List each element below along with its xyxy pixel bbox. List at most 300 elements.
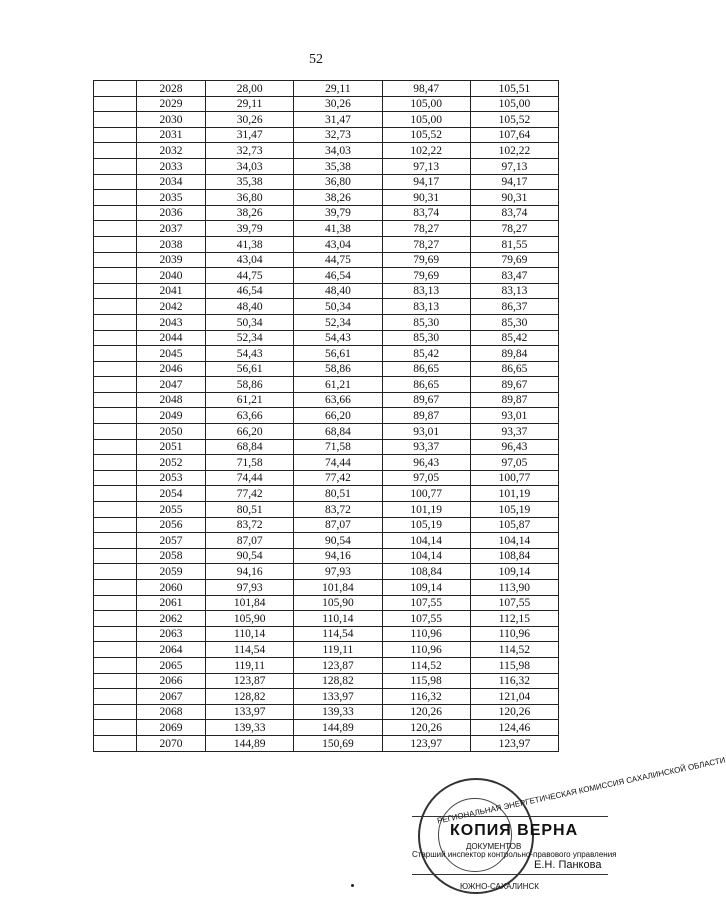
value-cell: 68,84 xyxy=(294,424,382,440)
value-cell xyxy=(94,143,137,159)
value-cell: 114,54 xyxy=(294,626,382,642)
value-cell: 87,07 xyxy=(206,533,294,549)
stamp-position-text: Старший инспектор контрольно-правового управления xyxy=(412,850,617,859)
table-row xyxy=(94,158,559,174)
signer-name: Е.Н. Панкова xyxy=(534,859,602,871)
value-cell: 36,80 xyxy=(294,174,382,190)
value-cell: 41,38 xyxy=(206,236,294,252)
value-cell xyxy=(94,221,137,237)
value-cell xyxy=(94,283,137,299)
table-row xyxy=(94,127,559,143)
table-row xyxy=(94,580,559,596)
value-cell: 80,51 xyxy=(294,486,382,502)
value-cell: 83,72 xyxy=(206,517,294,533)
year-cell: 2066 xyxy=(137,673,206,689)
value-cell xyxy=(94,377,137,393)
value-cell xyxy=(94,704,137,720)
value-cell: 90,54 xyxy=(294,533,382,549)
value-cell: 120,26 xyxy=(470,704,558,720)
year-cell: 2068 xyxy=(137,704,206,720)
table-row xyxy=(94,642,559,658)
year-cell: 2036 xyxy=(137,205,206,221)
value-cell: 30,26 xyxy=(294,96,382,112)
value-cell: 29,11 xyxy=(294,81,382,97)
value-cell: 39,79 xyxy=(206,221,294,237)
value-cell: 139,33 xyxy=(294,704,382,720)
value-cell: 101,84 xyxy=(206,595,294,611)
value-cell: 116,32 xyxy=(470,673,558,689)
value-cell: 128,82 xyxy=(294,673,382,689)
value-cell: 79,69 xyxy=(470,252,558,268)
year-cell: 2055 xyxy=(137,502,206,518)
value-cell xyxy=(94,158,137,174)
value-cell xyxy=(94,533,137,549)
table-row xyxy=(94,346,559,362)
value-cell: 96,43 xyxy=(470,439,558,455)
value-cell: 101,19 xyxy=(470,486,558,502)
year-cell: 2039 xyxy=(137,252,206,268)
value-cell: 93,01 xyxy=(470,408,558,424)
value-cell xyxy=(94,720,137,736)
stamp-bottom-rule xyxy=(412,874,608,875)
table-row xyxy=(94,143,559,159)
year-cell: 2064 xyxy=(137,642,206,658)
value-cell: 110,96 xyxy=(382,626,470,642)
year-cell: 2038 xyxy=(137,236,206,252)
value-cell: 101,19 xyxy=(382,502,470,518)
stamp-copy-text: КОПИЯ ВЕРНА xyxy=(450,822,579,839)
table-row xyxy=(94,299,559,315)
value-cell xyxy=(94,81,137,97)
value-cell: 54,43 xyxy=(206,346,294,362)
value-cell: 74,44 xyxy=(294,455,382,471)
value-cell: 85,30 xyxy=(382,330,470,346)
value-cell: 108,84 xyxy=(382,564,470,580)
value-cell: 86,65 xyxy=(470,361,558,377)
value-cell: 144,89 xyxy=(294,720,382,736)
value-cell: 61,21 xyxy=(294,377,382,393)
value-cell: 61,21 xyxy=(206,392,294,408)
value-cell: 108,84 xyxy=(470,548,558,564)
value-cell: 31,47 xyxy=(294,112,382,128)
table-row xyxy=(94,704,559,720)
year-cell: 2042 xyxy=(137,299,206,315)
value-cell: 105,90 xyxy=(206,611,294,627)
value-cell: 109,14 xyxy=(382,580,470,596)
year-cell: 2070 xyxy=(137,735,206,751)
table-row xyxy=(94,174,559,190)
value-cell: 105,00 xyxy=(382,112,470,128)
value-cell: 54,43 xyxy=(294,330,382,346)
value-cell: 87,07 xyxy=(294,517,382,533)
value-cell: 83,72 xyxy=(294,502,382,518)
value-cell: 28,00 xyxy=(206,81,294,97)
value-cell: 104,14 xyxy=(470,533,558,549)
value-cell: 133,97 xyxy=(206,704,294,720)
stamp-city-text: ЮЖНО-САХАЛИНСК xyxy=(460,882,539,891)
year-cell: 2051 xyxy=(137,439,206,455)
value-cell: 150,69 xyxy=(294,735,382,751)
value-cell: 110,96 xyxy=(470,626,558,642)
table-row xyxy=(94,517,559,533)
table-row xyxy=(94,595,559,611)
value-cell: 90,31 xyxy=(470,190,558,206)
table-row xyxy=(94,673,559,689)
value-cell: 48,40 xyxy=(206,299,294,315)
year-cell: 2034 xyxy=(137,174,206,190)
value-cell: 66,20 xyxy=(206,424,294,440)
value-cell: 44,75 xyxy=(294,252,382,268)
table-row xyxy=(94,283,559,299)
value-cell: 58,86 xyxy=(206,377,294,393)
year-cell: 2032 xyxy=(137,143,206,159)
value-cell: 105,19 xyxy=(470,502,558,518)
value-cell xyxy=(94,517,137,533)
table-row xyxy=(94,564,559,580)
value-cell: 86,65 xyxy=(382,361,470,377)
value-cell: 35,38 xyxy=(206,174,294,190)
tariff-table xyxy=(93,80,559,752)
value-cell xyxy=(94,502,137,518)
value-cell: 81,55 xyxy=(470,236,558,252)
value-cell xyxy=(94,408,137,424)
value-cell: 44,75 xyxy=(206,268,294,284)
table-row xyxy=(94,626,559,642)
value-cell: 68,84 xyxy=(206,439,294,455)
value-cell xyxy=(94,455,137,471)
page-number: 52 xyxy=(309,52,323,67)
value-cell: 83,13 xyxy=(470,283,558,299)
value-cell: 50,34 xyxy=(294,299,382,315)
year-cell: 2052 xyxy=(137,455,206,471)
value-cell: 105,19 xyxy=(382,517,470,533)
value-cell: 101,84 xyxy=(294,580,382,596)
value-cell: 90,54 xyxy=(206,548,294,564)
value-cell: 94,16 xyxy=(294,548,382,564)
value-cell xyxy=(94,626,137,642)
value-cell: 32,73 xyxy=(206,143,294,159)
value-cell: 89,87 xyxy=(470,392,558,408)
value-cell: 85,42 xyxy=(470,330,558,346)
value-cell: 114,52 xyxy=(470,642,558,658)
table-row xyxy=(94,689,559,705)
table-row xyxy=(94,455,559,471)
value-cell: 71,58 xyxy=(294,439,382,455)
value-cell: 89,84 xyxy=(470,346,558,362)
table-row xyxy=(94,408,559,424)
value-cell: 123,97 xyxy=(470,735,558,751)
value-cell: 97,05 xyxy=(382,470,470,486)
year-cell: 2045 xyxy=(137,346,206,362)
value-cell: 32,73 xyxy=(294,127,382,143)
year-cell: 2069 xyxy=(137,720,206,736)
value-cell: 43,04 xyxy=(294,236,382,252)
value-cell: 85,30 xyxy=(382,314,470,330)
year-cell: 2057 xyxy=(137,533,206,549)
value-cell: 115,98 xyxy=(470,657,558,673)
value-cell: 105,52 xyxy=(382,127,470,143)
table-row xyxy=(94,236,559,252)
value-cell: 105,51 xyxy=(470,81,558,97)
value-cell: 71,58 xyxy=(206,455,294,471)
year-cell: 2048 xyxy=(137,392,206,408)
year-cell: 2063 xyxy=(137,626,206,642)
value-cell xyxy=(94,548,137,564)
value-cell: 114,54 xyxy=(206,642,294,658)
table-row xyxy=(94,735,559,751)
value-cell: 102,22 xyxy=(470,143,558,159)
year-cell: 2031 xyxy=(137,127,206,143)
value-cell: 46,54 xyxy=(294,268,382,284)
value-cell: 85,42 xyxy=(382,346,470,362)
stamp-doc-text: ДОКУМЕНТОВ xyxy=(466,842,522,851)
year-cell: 2062 xyxy=(137,611,206,627)
value-cell: 104,14 xyxy=(382,533,470,549)
value-cell xyxy=(94,190,137,206)
value-cell: 102,22 xyxy=(382,143,470,159)
value-cell: 83,74 xyxy=(470,205,558,221)
value-cell: 128,82 xyxy=(206,689,294,705)
year-cell: 2035 xyxy=(137,190,206,206)
value-cell: 77,42 xyxy=(206,486,294,502)
value-cell: 139,33 xyxy=(206,720,294,736)
value-cell: 86,65 xyxy=(382,377,470,393)
value-cell: 104,14 xyxy=(382,548,470,564)
value-cell xyxy=(94,673,137,689)
value-cell: 120,26 xyxy=(382,720,470,736)
value-cell: 31,47 xyxy=(206,127,294,143)
value-cell: 58,86 xyxy=(294,361,382,377)
year-cell: 2053 xyxy=(137,470,206,486)
value-cell: 79,69 xyxy=(382,268,470,284)
year-cell: 2043 xyxy=(137,314,206,330)
year-cell: 2046 xyxy=(137,361,206,377)
value-cell: 56,61 xyxy=(206,361,294,377)
value-cell xyxy=(94,268,137,284)
value-cell: 74,44 xyxy=(206,470,294,486)
table-row xyxy=(94,268,559,284)
value-cell: 48,40 xyxy=(294,283,382,299)
value-cell xyxy=(94,689,137,705)
value-cell: 36,80 xyxy=(206,190,294,206)
value-cell: 38,26 xyxy=(206,205,294,221)
value-cell: 144,89 xyxy=(206,735,294,751)
value-cell: 110,14 xyxy=(206,626,294,642)
value-cell: 78,27 xyxy=(382,221,470,237)
value-cell: 93,37 xyxy=(382,439,470,455)
value-cell xyxy=(94,424,137,440)
value-cell: 97,13 xyxy=(382,158,470,174)
value-cell: 83,47 xyxy=(470,268,558,284)
value-cell xyxy=(94,252,137,268)
table-row xyxy=(94,548,559,564)
value-cell: 119,11 xyxy=(206,657,294,673)
value-cell: 78,27 xyxy=(470,221,558,237)
value-cell: 56,61 xyxy=(294,346,382,362)
value-cell: 79,69 xyxy=(382,252,470,268)
value-cell: 83,13 xyxy=(382,283,470,299)
stamp-ring-text: РЕГИОНАЛЬНАЯ ЭНЕРГЕТИЧЕСКАЯ КОМИССИЯ САХАЛИНСКОЙ ОБЛАСТИ xyxy=(436,755,726,826)
year-cell: 2059 xyxy=(137,564,206,580)
value-cell xyxy=(94,642,137,658)
table-row xyxy=(94,657,559,673)
table-row xyxy=(94,252,559,268)
year-cell: 2030 xyxy=(137,112,206,128)
table-row xyxy=(94,502,559,518)
year-cell: 2041 xyxy=(137,283,206,299)
year-cell: 2060 xyxy=(137,580,206,596)
value-cell: 46,54 xyxy=(206,283,294,299)
table-row xyxy=(94,720,559,736)
year-cell: 2050 xyxy=(137,424,206,440)
value-cell: 120,26 xyxy=(382,704,470,720)
value-cell: 123,97 xyxy=(382,735,470,751)
value-cell xyxy=(94,174,137,190)
value-cell xyxy=(94,127,137,143)
value-cell: 89,87 xyxy=(382,408,470,424)
table-row xyxy=(94,486,559,502)
year-cell: 2037 xyxy=(137,221,206,237)
value-cell: 80,51 xyxy=(206,502,294,518)
value-cell xyxy=(94,205,137,221)
table-row xyxy=(94,533,559,549)
value-cell: 107,55 xyxy=(470,595,558,611)
table-row xyxy=(94,112,559,128)
certification-stamp xyxy=(408,755,726,898)
value-cell xyxy=(94,112,137,128)
year-cell: 2040 xyxy=(137,268,206,284)
value-cell: 121,04 xyxy=(470,689,558,705)
table-row xyxy=(94,439,559,455)
value-cell: 83,13 xyxy=(382,299,470,315)
value-cell: 94,16 xyxy=(206,564,294,580)
value-cell: 105,52 xyxy=(470,112,558,128)
value-cell: 119,11 xyxy=(294,642,382,658)
value-cell: 85,30 xyxy=(470,314,558,330)
value-cell: 93,01 xyxy=(382,424,470,440)
table-row xyxy=(94,330,559,346)
value-cell: 38,26 xyxy=(294,190,382,206)
value-cell: 98,47 xyxy=(382,81,470,97)
value-cell: 43,04 xyxy=(206,252,294,268)
table-row xyxy=(94,81,559,97)
value-cell: 109,14 xyxy=(470,564,558,580)
value-cell xyxy=(94,595,137,611)
value-cell: 100,77 xyxy=(382,486,470,502)
value-cell: 97,05 xyxy=(470,455,558,471)
year-cell: 2058 xyxy=(137,548,206,564)
value-cell: 94,17 xyxy=(382,174,470,190)
value-cell: 34,03 xyxy=(294,143,382,159)
value-cell: 112,15 xyxy=(470,611,558,627)
value-cell xyxy=(94,314,137,330)
value-cell xyxy=(94,346,137,362)
value-cell: 123,87 xyxy=(294,657,382,673)
value-cell: 90,31 xyxy=(382,190,470,206)
year-cell: 2061 xyxy=(137,595,206,611)
value-cell: 110,14 xyxy=(294,611,382,627)
value-cell xyxy=(94,299,137,315)
year-cell: 2044 xyxy=(137,330,206,346)
year-cell: 2067 xyxy=(137,689,206,705)
value-cell: 100,77 xyxy=(470,470,558,486)
value-cell: 63,66 xyxy=(294,392,382,408)
value-cell xyxy=(94,236,137,252)
value-cell: 39,79 xyxy=(294,205,382,221)
value-cell: 116,32 xyxy=(382,689,470,705)
value-cell: 107,55 xyxy=(382,595,470,611)
value-cell: 52,34 xyxy=(294,314,382,330)
value-cell: 105,87 xyxy=(470,517,558,533)
year-cell: 2056 xyxy=(137,517,206,533)
value-cell: 89,67 xyxy=(470,377,558,393)
value-cell xyxy=(94,330,137,346)
value-cell: 113,90 xyxy=(470,580,558,596)
value-cell: 89,67 xyxy=(382,392,470,408)
value-cell: 83,74 xyxy=(382,205,470,221)
value-cell: 52,34 xyxy=(206,330,294,346)
value-cell xyxy=(94,580,137,596)
year-cell: 2054 xyxy=(137,486,206,502)
value-cell xyxy=(94,439,137,455)
value-cell xyxy=(94,392,137,408)
year-cell: 2029 xyxy=(137,96,206,112)
year-cell: 2065 xyxy=(137,657,206,673)
value-cell xyxy=(94,564,137,580)
value-cell: 123,87 xyxy=(206,673,294,689)
year-cell: 2028 xyxy=(137,81,206,97)
value-cell xyxy=(94,735,137,751)
year-cell: 2049 xyxy=(137,408,206,424)
value-cell xyxy=(94,361,137,377)
value-cell: 50,34 xyxy=(206,314,294,330)
value-cell: 86,37 xyxy=(470,299,558,315)
value-cell: 35,38 xyxy=(294,158,382,174)
table-row xyxy=(94,314,559,330)
table-row xyxy=(94,221,559,237)
value-cell: 77,42 xyxy=(294,470,382,486)
value-cell: 93,37 xyxy=(470,424,558,440)
table-row xyxy=(94,470,559,486)
table-row xyxy=(94,205,559,221)
ink-dot xyxy=(351,884,354,887)
value-cell: 30,26 xyxy=(206,112,294,128)
value-cell: 34,03 xyxy=(206,158,294,174)
value-cell: 97,93 xyxy=(206,580,294,596)
table-body xyxy=(94,81,559,752)
value-cell: 114,52 xyxy=(382,657,470,673)
value-cell: 29,11 xyxy=(206,96,294,112)
value-cell: 97,93 xyxy=(294,564,382,580)
year-cell: 2047 xyxy=(137,377,206,393)
value-cell: 96,43 xyxy=(382,455,470,471)
value-cell xyxy=(94,611,137,627)
value-cell: 66,20 xyxy=(294,408,382,424)
stamp-top-rule xyxy=(412,816,608,817)
value-cell xyxy=(94,470,137,486)
value-cell xyxy=(94,96,137,112)
table-row xyxy=(94,96,559,112)
table-row xyxy=(94,392,559,408)
value-cell: 105,00 xyxy=(470,96,558,112)
value-cell: 94,17 xyxy=(470,174,558,190)
value-cell: 107,55 xyxy=(382,611,470,627)
table-row xyxy=(94,190,559,206)
value-cell: 107,64 xyxy=(470,127,558,143)
value-cell: 124,46 xyxy=(470,720,558,736)
value-cell xyxy=(94,486,137,502)
value-cell: 97,13 xyxy=(470,158,558,174)
